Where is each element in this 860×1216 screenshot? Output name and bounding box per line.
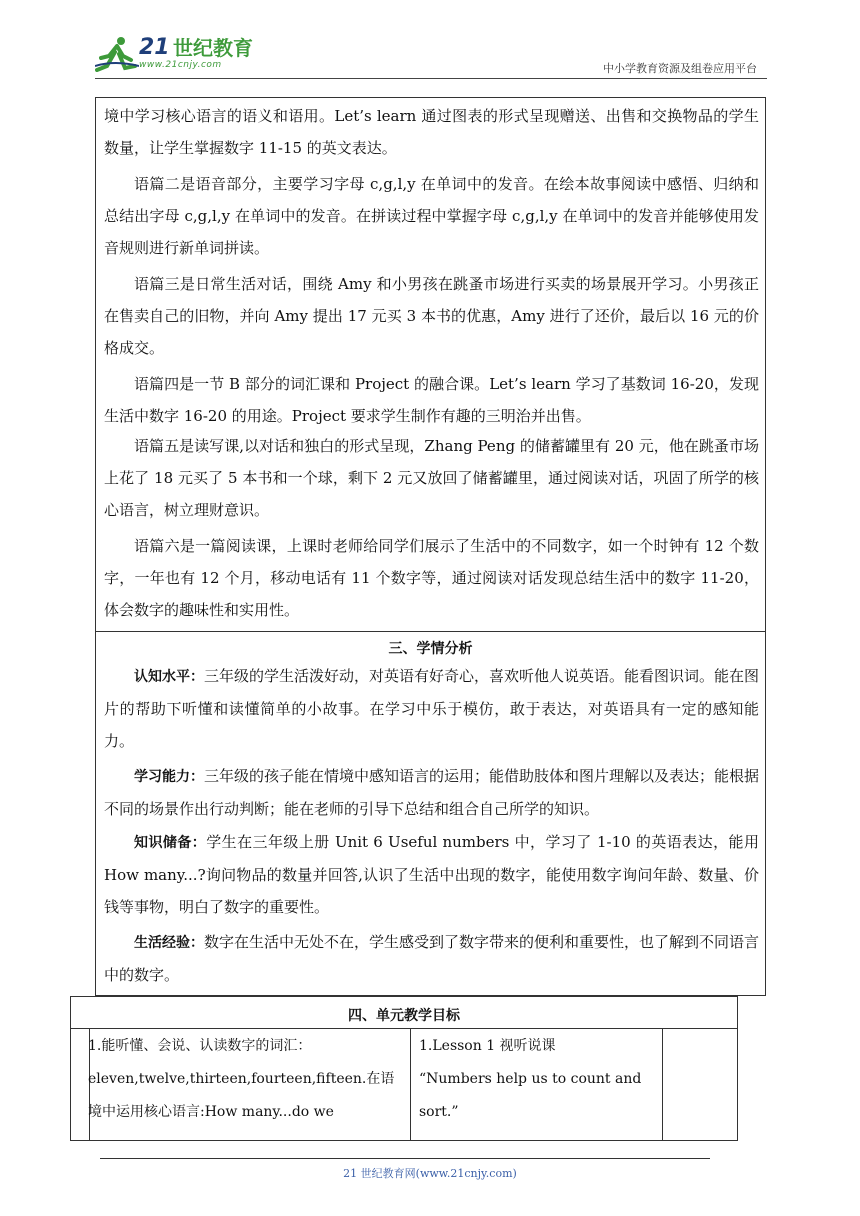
paragraph-text-2: 语篇二是语音部分，主要学习字母 c,g,l,y 在单词中的发音。在绘本故事阅读中感悟、归纳和总结出字母 c,g,l,y 在单词中的发音。在拼读过程中掌握字母 c,g,l,y 在单词中的发音并能够使用发音规则进行新单词拼读。 bbox=[104, 175, 759, 257]
lesson-line: 1.Lesson 1 视听说课 bbox=[419, 1038, 556, 1054]
item-prior-knowledge bbox=[104, 826, 759, 923]
item-label: 生活经验： bbox=[134, 935, 204, 951]
item-text: 学生在三年级上册 Unit 6 Useful numbers 中，学习了 1-10 的英语表达，能用 How many...?询问物品的数量并回答,认识了生活中出现的数字，能使用数字询问年龄、数量、价钱等事物，明白了数字的重要性。 bbox=[104, 833, 760, 916]
item-cognition bbox=[104, 660, 759, 757]
site-logo[interactable] bbox=[95, 36, 265, 72]
item-label: 认知水平： bbox=[134, 669, 204, 685]
objective-line: eleven,twelve,thirteen,fourteen,fifteen.在语 bbox=[88, 1071, 395, 1087]
table-column-line bbox=[410, 1028, 411, 1140]
paragraph-text-6: 语篇六是一篇阅读课，上课时老师给同学们展示了生活中的不同数字，如一个时钟有 12 个数字，一年也有 12 个月，移动电话有 11 个数字等，通过阅读对话发现总结生活中的数字 11-20，体会数字的趣味性和实用性。 bbox=[104, 537, 759, 619]
item-label: 学习能力： bbox=[134, 769, 204, 785]
item-text: 三年级的孩子能在情境中感知语言的运用；能借助肢体和图片理解以及表达；能根据不同的场景作出行动判断；能在老师的引导下总结和组合自己所学的知识。 bbox=[104, 767, 760, 818]
logo-number: 21 bbox=[139, 35, 170, 60]
page-footer[interactable]: 21 世纪教育网(www.21cnjy.com) bbox=[343, 1167, 517, 1180]
item-life-experience bbox=[104, 926, 759, 991]
section-title-learner-analysis: 三、学情分析 bbox=[388, 641, 473, 657]
table-inner-rule bbox=[89, 1028, 663, 1029]
item-text: 数字在生活中无处不在，学生感受到了数字带来的便利和重要性，也了解到不同语言中的数字。 bbox=[104, 933, 760, 984]
paragraph-text-5: 语篇五是读写课,以对话和独白的形式呈现，Zhang Peng 的储蓄罐里有 20 元，他在跳蚤市场上花了 18 元买了 5 本书和一个球，剩下 2 元又放回了储蓄罐里，通过阅读对话，巩固了所学的核心语言，树立理财意识。 bbox=[104, 437, 759, 519]
header-divider bbox=[95, 78, 767, 79]
objective-cell-left bbox=[88, 1030, 394, 1129]
item-learning-ability bbox=[104, 760, 759, 825]
logo-name: 世纪教育 bbox=[173, 36, 253, 60]
platform-tagline: 中小学教育资源及组卷应用平台 bbox=[603, 62, 757, 75]
paragraph-intro-continued: 境中学习核心语言的语义和语用。Let’s learn 通过图表的形式呈现赠送、出售和交换物品的学生数量，让学生掌握数字 11-15 的英文表达。 bbox=[104, 107, 759, 157]
lesson-line: sort.” bbox=[419, 1104, 459, 1120]
runner-logo-icon bbox=[95, 36, 139, 72]
page-header bbox=[95, 30, 765, 78]
objective-cell-right bbox=[419, 1030, 641, 1129]
lesson-line: “Numbers help us to count and bbox=[419, 1071, 642, 1087]
item-text: 三年级的学生活泼好动，对英语有好奇心，喜欢听他人说英语。能看图识词。能在图片的帮助下听懂和读懂简单的小故事。在学习中乐于模仿，敢于表达，对英语具有一定的感知能力。 bbox=[104, 667, 760, 750]
unit-analysis-box bbox=[95, 97, 766, 632]
logo-url: www.21cnjy.com bbox=[139, 60, 222, 70]
section-title-objectives: 四、单元教学目标 bbox=[348, 1008, 460, 1024]
paragraph-text-4: 语篇四是一节 B 部分的词汇课和 Project 的融合课。Let’s learn 学习了基数词 16-20，发现生活中数字 16-20 的用途。Project 要求学生制作有趣的三明治并出售。 bbox=[104, 375, 759, 425]
item-label: 知识储备： bbox=[134, 835, 207, 851]
learner-analysis-box bbox=[95, 631, 766, 996]
objective-line: 1.能听懂、会说、认读数字的词汇： bbox=[88, 1038, 312, 1054]
teaching-objectives-table bbox=[70, 996, 738, 1141]
table-column-line bbox=[662, 1028, 663, 1140]
paragraph-text-3: 语篇三是日常生活对话，围绕 Amy 和小男孩在跳蚤市场进行买卖的场景展开学习。小男孩正在售卖自己的旧物，并向 Amy 提出 17 元买 3 本书的优惠，Amy 进行了还价，最后以 16 元的价格成交。 bbox=[104, 275, 759, 357]
footer-divider bbox=[100, 1158, 710, 1159]
objective-line: 境中运用核心语言:How many...do we bbox=[88, 1104, 334, 1120]
